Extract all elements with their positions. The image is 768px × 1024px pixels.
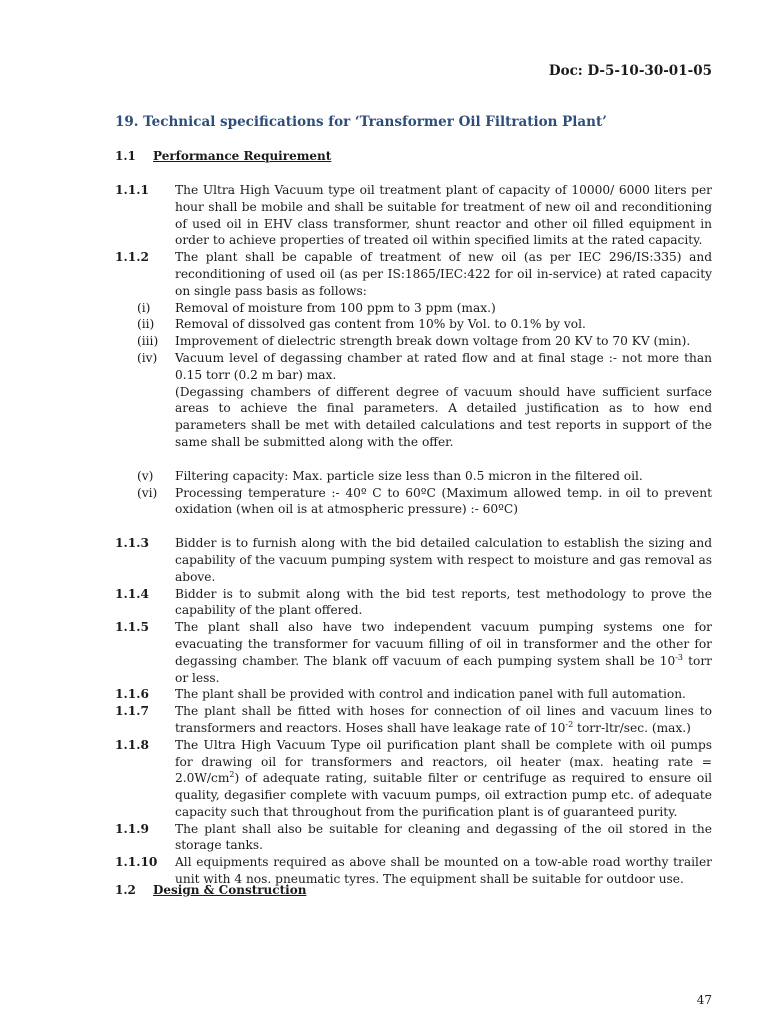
clause-number: 1.1.10 xyxy=(115,855,158,870)
clause-text: The plant shall be fitted with hoses for connection of oil lines and vacuum lines to transformers and reactors. Hoses shall have leakage rate of 10 xyxy=(175,704,712,735)
subitem-number: (i) xyxy=(137,300,151,315)
clause-number: 1.1.4 xyxy=(115,586,149,601)
clause-1-1-5 xyxy=(115,619,712,686)
clause-number: 1.1.5 xyxy=(115,620,149,635)
subitem-number: (ii) xyxy=(137,317,155,332)
clause-1-1-7 xyxy=(115,703,712,737)
clause-text: The plant shall be capable of treatment of new oil (as per IEC 296/IS:335) and reconditioning of used oil (as per IS:1865/IEC:422 for oil in-service) at rated capacity on single pass basis as follows: xyxy=(175,250,712,298)
subitem-number: (iv) xyxy=(137,350,158,365)
clause-number: 1.1.2 xyxy=(115,250,149,265)
clause-text-continued: torr or less. xyxy=(175,653,712,685)
clause-number: 1.1.1 xyxy=(115,183,149,197)
subitem-text: Processing temperature :- 40º C to 60ºC (Maximum allowed temp. in oil to prevent oxidation (when oil is at atmospheric pressure) :- 60ºC) xyxy=(175,485,712,517)
superscript: -3 xyxy=(675,652,683,662)
subitem-v xyxy=(115,468,712,485)
clause-text: All equipments required as above shall be mounted on a tow-able road worthy trailer unit with 4 nos. pneumatic tyres. The equipment shall be suitable for outdoor use. xyxy=(175,855,712,887)
section-number: 1.2 xyxy=(115,883,136,897)
clause-text-continued: torr-ltr/sec. (max.) xyxy=(573,720,691,735)
clause-number: 1.1.3 xyxy=(115,536,149,551)
clause-1-1-1 xyxy=(115,182,712,249)
clause-number: 1.1.6 xyxy=(115,687,149,702)
subitem-vi xyxy=(115,485,712,519)
section-number: 1.1 xyxy=(115,149,136,163)
section-label: Design & Construction xyxy=(153,883,307,897)
subitem-number: (iii) xyxy=(137,334,159,349)
clause-text: The plant shall also have two independent vacuum pumping systems one for evacuating the transformer for vacuum filling of oil in transformer and the other for degassing chamber. The blank off vacuum of each pumping system shall be 10 xyxy=(175,620,712,668)
clause-number: 1.1.8 xyxy=(115,737,149,752)
subitem-text: Improvement of dielectric strength break down voltage from 20 KV to 70 KV (min). xyxy=(175,334,691,349)
section-label: Performance Requirement xyxy=(153,149,332,163)
superscript: 2 xyxy=(229,770,235,780)
subitem-number: (v) xyxy=(137,468,154,483)
clause-text: The plant shall be provided with control and indication panel with full automation. xyxy=(175,687,686,702)
clause-text: The Ultra High Vacuum type oil treatment plant of capacity of 10000/ 6000 liters per hour shall be mobile and shall be suitable for treatment of new oil and reconditioning of used oil in EHV class transformer, shunt reactor and other oil filled equipment in order to achieve properties of treated oil within specified limits at the rated capacity. xyxy=(175,183,712,248)
clause-text-continued: ) of adequate rating, suitable filter or centrifuge as required to ensure oil quality, degasifier complete with vacuum pumps, oil extraction pump etc. of adequate capacity such that throughout from the purification plant is of guaranteed purity. xyxy=(175,771,712,819)
clause-1-1-8 xyxy=(115,737,712,821)
subitem-text: Vacuum level of degassing chamber at rated flow and at final stage :- not more than 0.15 torr (0.2 m bar) max. xyxy=(175,350,712,382)
subitem-text: Filtering capacity: Max. particle size less than 0.5 micron in the filtered oil. xyxy=(175,468,643,483)
clause-1-1-9 xyxy=(115,821,712,855)
subitem-iii xyxy=(115,333,712,350)
superscript: -2 xyxy=(565,719,574,729)
clause-text: The Ultra High Vacuum Type oil purification plant shall be complete with oil pumps for drawing oil for transformers and reactors, oil heater (max. heating rate = 2.0W/cm xyxy=(175,737,712,786)
page-number: 47 xyxy=(696,993,712,1007)
subitem-i xyxy=(115,300,712,317)
clause-1-1-6 xyxy=(115,686,712,703)
subitem-text: Removal of moisture from 100 ppm to 3 ppm (max.) xyxy=(175,300,496,315)
subitem-iv xyxy=(115,350,712,384)
clause-1-1-2 xyxy=(115,249,712,299)
subitem-iv-note: (Degassing chambers of different degree of vacuum should have sufficient surface areas to achieve the final parameters. A detailed justification as to how end parameters shall be met with detailed calculations and test reports in support of the same shall be submitted along with the offer. xyxy=(175,384,712,449)
clause-number: 1.1.7 xyxy=(115,704,149,719)
subitem-number: (vi) xyxy=(137,485,158,500)
section-title: 19. Technical specifications for ‘Transformer Oil Filtration Plant’ xyxy=(115,114,607,130)
clause-number: 1.1.9 xyxy=(115,821,149,836)
document-id: Doc: D-5-10-30-01-05 xyxy=(548,63,712,79)
clause-text: Bidder is to submit along with the bid test reports, test methodology to prove the capability of the plant offered. xyxy=(175,586,712,618)
clause-text: The plant shall also be suitable for cleaning and degassing of the oil stored in the storage tanks. xyxy=(175,821,712,853)
clause-1-1-4 xyxy=(115,586,712,620)
clause-1-1-3 xyxy=(115,535,712,585)
subitem-ii xyxy=(115,316,712,333)
subitem-text: Removal of dissolved gas content from 10% by Vol. to 0.1% by vol. xyxy=(175,317,586,332)
clause-text: Bidder is to furnish along with the bid detailed calculation to establish the sizing and capability of the vacuum pumping system with respect to moisture and gas removal as above. xyxy=(175,536,712,584)
document-body xyxy=(115,182,712,888)
